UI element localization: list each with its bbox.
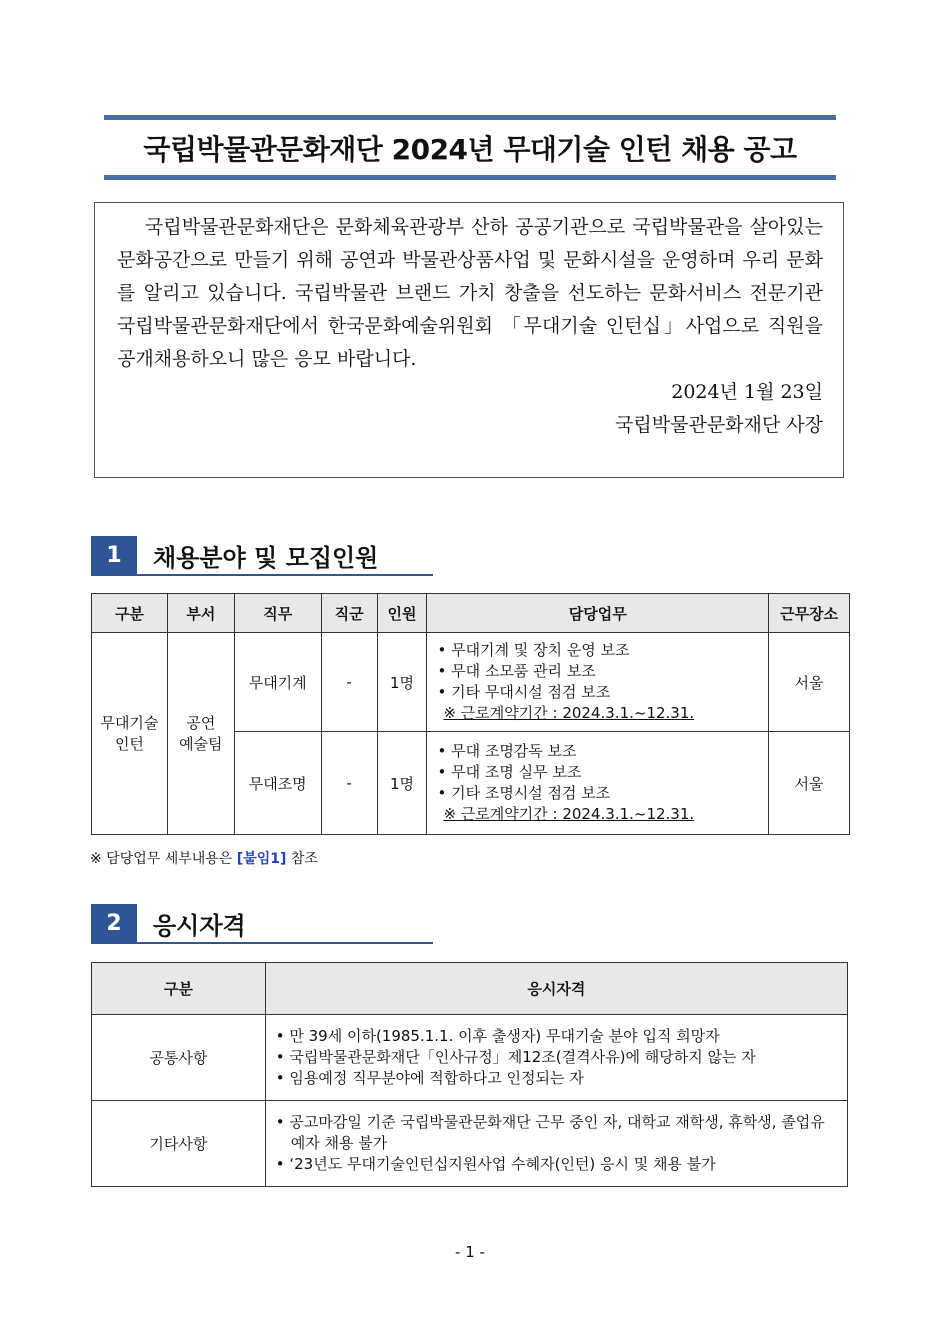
recruitment-table [91, 593, 850, 835]
header-group: 직군 [321, 594, 377, 633]
header-job: 직무 [234, 594, 321, 633]
attachment-reference: [붙임1] [236, 851, 287, 867]
location-cell: 서울 [769, 633, 850, 732]
qualification-label: 기타사항 [92, 1101, 266, 1187]
section2-header [91, 904, 433, 944]
duty-item: • 무대 조명 실무 보조 [437, 762, 768, 783]
table-row [92, 1101, 848, 1187]
footnote-prefix: ※ 담당업무 세부내용은 [90, 851, 237, 867]
table-header-row [92, 963, 848, 1015]
duty-item: • 기타 조명시설 점검 보조 [437, 783, 768, 804]
location-cell: 서울 [769, 732, 850, 835]
qualification-item: • 만 39세 이하(1985.1.1. 이후 출생자) 무대기술 분야 입직 희망자 [276, 1026, 839, 1047]
table-row [92, 1015, 848, 1101]
header-duties: 담당업무 [427, 594, 769, 633]
group-cell: - [321, 732, 377, 835]
intro-text: 국립박물관문화재단은 문화체육관광부 산하 공공기관으로 국립박물관을 살아있는 문화공간으로 만들기 위해 공연과 박물관상품사업 및 문화시설을 운영하며 우리 문화를 알리고 있습니다. 국립박물관 브랜드 가치 창출을 선도하는 문화서비스 전문기관 국립박물관문화재단에서 한국문화예술위원회 「무대기술 인턴십」사업으로 직원을 공개채용하오니 많은 응모 바랍니다. [117, 216, 823, 370]
intro-date: 2024년 1월 23일 [671, 381, 823, 403]
contract-period: ※ 근로계약기간 : 2024.3.1.~12.31. [443, 805, 695, 823]
header-category: 구분 [92, 963, 266, 1015]
qualification-items [265, 1015, 847, 1101]
duty-item: • 무대 소모품 관리 보조 [437, 661, 768, 682]
header-qualification: 응시자격 [265, 963, 847, 1015]
section1-number: 1 [91, 536, 137, 574]
header-category: 구분 [92, 594, 168, 633]
header-department: 부서 [167, 594, 234, 633]
duties-cell [427, 633, 769, 732]
header-count: 인원 [377, 594, 427, 633]
qualification-table [91, 962, 848, 1187]
section2-title: 응시자격 [153, 911, 246, 940]
qualification-item: • 공고마감일 기준 국립박물관문화재단 근무 중인 자, 대학교 재학생, 휴학생, 졸업유예자 채용 불가 [276, 1112, 839, 1154]
duties-footnote [90, 848, 318, 868]
group-cell: - [321, 633, 377, 732]
intro-box [94, 202, 844, 478]
job-cell: 무대기계 [234, 633, 321, 732]
section2-number: 2 [91, 904, 137, 942]
section1-title: 채용분야 및 모집인원 [153, 543, 379, 572]
duty-item: • 무대기계 및 장치 운영 보조 [437, 640, 768, 661]
category-cell: 무대기술 인턴 [92, 633, 168, 835]
table-header-row [92, 594, 850, 633]
qualification-item: • 임용예정 직무분야에 적합하다고 인정되는 자 [276, 1068, 839, 1089]
job-cell: 무대조명 [234, 732, 321, 835]
qualification-label: 공통사항 [92, 1015, 266, 1101]
qualification-items [265, 1101, 847, 1187]
title-banner [104, 115, 836, 180]
table-row [92, 633, 850, 732]
footnote-suffix: 참조 [286, 851, 318, 867]
qualification-item: • ‘23년도 무대기술인턴십지원사업 수혜자(인턴) 응시 및 채용 불가 [276, 1154, 839, 1175]
intro-signer: 국립박물관문화재단 사장 [615, 414, 823, 436]
count-cell: 1명 [377, 732, 427, 835]
page-title: 국립박물관문화재단 2024년 무대기술 인턴 채용 공고 [143, 132, 797, 166]
page-number: - 1 - [455, 1243, 485, 1261]
duty-item: • 무대 조명감독 보조 [437, 741, 768, 762]
duty-item: • 기타 무대시설 점검 보조 [437, 682, 768, 703]
duties-cell [427, 732, 769, 835]
section1-header [91, 536, 433, 576]
qualification-item: • 국립박물관문화재단「인사규정」제12조(결격사유)에 해당하지 않는 자 [276, 1047, 839, 1068]
department-cell: 공연 예술팀 [167, 633, 234, 835]
count-cell: 1명 [377, 633, 427, 732]
header-location: 근무장소 [769, 594, 850, 633]
contract-period: ※ 근로계약기간 : 2024.3.1.~12.31. [443, 704, 695, 722]
